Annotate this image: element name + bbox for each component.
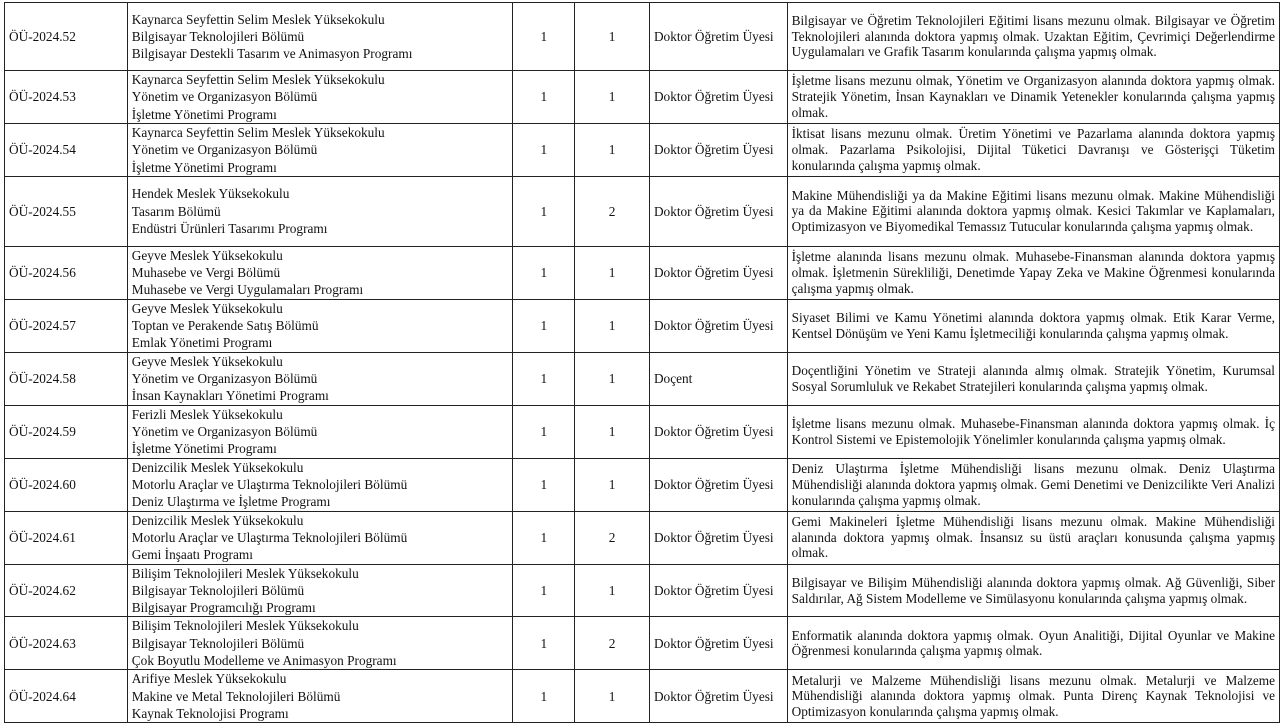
program-name: İşletme Yönetimi Programı bbox=[131, 441, 277, 457]
department-name: Bilgisayar Teknolojileri Bölümü bbox=[131, 635, 305, 651]
academic-unit bbox=[127, 352, 513, 405]
count-a: 1 bbox=[513, 246, 575, 299]
academic-title: Doktor Öğretim Üyesi bbox=[649, 617, 787, 670]
count-b: 2 bbox=[575, 511, 650, 564]
count-b: 1 bbox=[575, 71, 650, 124]
academic-unit bbox=[127, 123, 513, 176]
program-name: İşletme Yönetimi Programı bbox=[131, 159, 277, 175]
program-name: Kaynak Teknolojisi Programı bbox=[131, 705, 289, 721]
count-a: 1 bbox=[513, 511, 575, 564]
position-code: ÖÜ-2024.55 bbox=[5, 176, 128, 246]
department-name: Motorlu Araçlar ve Ulaştırma Teknolojileri Bölümü bbox=[131, 529, 408, 545]
department-name: Tasarım Bölümü bbox=[131, 203, 221, 219]
school-name: Denizcilik Meslek Yüksekokulu bbox=[131, 512, 304, 528]
academic-unit bbox=[127, 564, 513, 617]
academic-unit bbox=[127, 246, 513, 299]
requirements: İşletme alanında lisans mezunu olmak. Muhasebe-Finansman alanında doktora yapmış olmak. İşletmenin Sürekliliği, Denetimde Yapay Zeka ve Makine Öğrenmesi konularında çalışma yapmış olmak. bbox=[787, 246, 1279, 299]
academic-title: Doktor Öğretim Üyesi bbox=[649, 71, 787, 124]
table-row bbox=[5, 299, 1280, 352]
positions-table bbox=[4, 2, 1280, 723]
table-row bbox=[5, 176, 1280, 246]
academic-unit bbox=[127, 458, 513, 511]
count-a: 1 bbox=[513, 405, 575, 458]
table-row bbox=[5, 617, 1280, 670]
department-name: Bilgisayar Teknolojileri Bölümü bbox=[131, 28, 305, 44]
position-code: ÖÜ-2024.58 bbox=[5, 352, 128, 405]
count-a: 1 bbox=[513, 670, 575, 723]
school-name: Geyve Meslek Yüksekokulu bbox=[131, 300, 283, 316]
school-name: Kaynarca Seyfettin Selim Meslek Yüksekokulu bbox=[131, 11, 385, 27]
count-a: 1 bbox=[513, 458, 575, 511]
program-name: Emlak Yönetimi Programı bbox=[131, 335, 273, 351]
requirements: Doçentliğini Yönetim ve Strateji alanında almış olmak. Stratejik Yönetim, Kurumsal Sosyal Sorumluluk ve Rekabet Stratejileri konularında çalışma yapmış olmak. bbox=[787, 352, 1279, 405]
department-name: Bilgisayar Teknolojileri Bölümü bbox=[131, 582, 305, 598]
requirements: Metalurji ve Malzeme Mühendisliği lisans mezunu olmak. Metalurji ve Malzeme Mühendisliği alanında doktora yapmış olmak. Punta Direnç Kaynak Teknolojisi ve Optimizasyon konularında çalışma yapmış olmak. bbox=[787, 670, 1279, 723]
program-name: Bilgisayar Destekli Tasarım ve Animasyon Programı bbox=[131, 46, 413, 62]
academic-unit bbox=[127, 3, 513, 71]
position-code: ÖÜ-2024.56 bbox=[5, 246, 128, 299]
academic-title: Doktor Öğretim Üyesi bbox=[649, 564, 787, 617]
count-a: 1 bbox=[513, 3, 575, 71]
requirements: Bilgisayar ve Öğretim Teknolojileri Eğitimi lisans mezunu olmak. Bilgisayar ve Öğretim Teknolojileri alanında doktora yapmış olmak. Uzaktan Eğitim, Çevrimiçi Değerlendirme Uygulamaları ve Grafik Tasarım konularında çalışma yapmış olmak. bbox=[787, 3, 1279, 71]
academic-title: Doktor Öğretim Üyesi bbox=[649, 246, 787, 299]
count-a: 1 bbox=[513, 71, 575, 124]
program-name: Deniz Ulaştırma ve İşletme Programı bbox=[131, 494, 331, 510]
count-a: 1 bbox=[513, 123, 575, 176]
academic-unit bbox=[127, 670, 513, 723]
position-code: ÖÜ-2024.52 bbox=[5, 3, 128, 71]
table-row bbox=[5, 458, 1280, 511]
position-code: ÖÜ-2024.62 bbox=[5, 564, 128, 617]
count-b: 1 bbox=[575, 405, 650, 458]
count-b: 1 bbox=[575, 123, 650, 176]
program-name: Çok Boyutlu Modelleme ve Animasyon Programı bbox=[131, 653, 397, 669]
count-a: 1 bbox=[513, 352, 575, 405]
department-name: Yönetim ve Organizasyon Bölümü bbox=[131, 89, 318, 105]
requirements: İşletme lisans mezunu olmak. Muhasebe-Finansman alanında doktora yapmış olmak. İç Kontrol Sistemi ve Epistemolojik Yönelimler konularında çalışma yapmış olmak. bbox=[787, 405, 1279, 458]
count-b: 1 bbox=[575, 246, 650, 299]
program-name: Endüstri Ürünleri Tasarımı Programı bbox=[131, 221, 328, 237]
count-b: 1 bbox=[575, 3, 650, 71]
table-row bbox=[5, 670, 1280, 723]
school-name: Denizcilik Meslek Yüksekokulu bbox=[131, 459, 304, 475]
count-b: 1 bbox=[575, 458, 650, 511]
academic-title: Doktor Öğretim Üyesi bbox=[649, 511, 787, 564]
program-name: İnsan Kaynakları Yönetimi Programı bbox=[131, 388, 329, 404]
school-name: Kaynarca Seyfettin Selim Meslek Yüksekokulu bbox=[131, 124, 385, 140]
academic-title: Doktor Öğretim Üyesi bbox=[649, 670, 787, 723]
academic-title: Doktor Öğretim Üyesi bbox=[649, 3, 787, 71]
table-row bbox=[5, 123, 1280, 176]
position-code: ÖÜ-2024.61 bbox=[5, 511, 128, 564]
count-a: 1 bbox=[513, 176, 575, 246]
academic-title: Doçent bbox=[649, 352, 787, 405]
department-name: Toptan ve Perakende Satış Bölümü bbox=[131, 318, 319, 334]
school-name: Kaynarca Seyfettin Selim Meslek Yüksekokulu bbox=[131, 72, 385, 87]
positions-table-body bbox=[5, 3, 1280, 723]
academic-unit bbox=[127, 299, 513, 352]
position-code: ÖÜ-2024.53 bbox=[5, 71, 128, 124]
academic-unit bbox=[127, 511, 513, 564]
academic-unit bbox=[127, 71, 513, 124]
department-name: Yönetim ve Organizasyon Bölümü bbox=[131, 371, 318, 387]
requirements: Deniz Ulaştırma İşletme Mühendisliği lisans mezunu olmak. Deniz Ulaştırma Mühendisliği alanında doktora yapmış olmak. Gemi Denetimi ve Denizcilikte Veri Analizi konularında çalışma yapmış olmak. bbox=[787, 458, 1279, 511]
department-name: Muhasebe ve Vergi Bölümü bbox=[131, 265, 281, 281]
school-name: Ferizli Meslek Yüksekokulu bbox=[131, 406, 283, 422]
academic-unit bbox=[127, 405, 513, 458]
requirements: Siyaset Bilimi ve Kamu Yönetimi alanında doktora yapmış olmak. Etik Karar Verme, Kentsel Dönüşüm ve Yeni Kamu İşletmeciliği konularında çalışma yapmış olmak. bbox=[787, 299, 1279, 352]
academic-title: Doktor Öğretim Üyesi bbox=[649, 299, 787, 352]
requirements: Bilgisayar ve Bilişim Mühendisliği alanında doktora yapmış olmak. Ağ Güvenliği, Siber Saldırılar, Ağ Sistem Modelleme ve Simülasyonu konularında çalışma yapmış olmak. bbox=[787, 564, 1279, 617]
requirements: Makine Mühendisliği ya da Makine Eğitimi lisans mezunu olmak. Makine Mühendisliği ya da Makine Eğitimi alanında doktora yapmış olmak. Kesici Takımlar ve Kaplamaları, Optimizasyon ve Biyomedikal Temassız Tutucular konularında çalışma yapmış olmak. bbox=[787, 176, 1279, 246]
count-a: 1 bbox=[513, 299, 575, 352]
school-name: Hendek Meslek Yüksekokulu bbox=[131, 186, 290, 202]
program-name: Gemi İnşaatı Programı bbox=[131, 547, 253, 563]
requirements: Enformatik alanında doktora yapmış olmak. Oyun Analitiği, Dijital Oyunlar ve Makine Öğrenmesi konularında çalışma yapmış olmak. bbox=[787, 617, 1279, 670]
program-name: Muhasebe ve Vergi Uygulamaları Programı bbox=[131, 282, 364, 298]
count-b: 2 bbox=[575, 176, 650, 246]
position-code: ÖÜ-2024.60 bbox=[5, 458, 128, 511]
table-row bbox=[5, 3, 1280, 71]
requirements: İşletme lisans mezunu olmak, Yönetim ve Organizasyon alanında doktora yapmış olmak. Stratejik Yönetim, İnsan Kaynakları ve Dinamik Yetenekler konularında çalışma yapmış olmak. bbox=[787, 71, 1279, 124]
position-code: ÖÜ-2024.54 bbox=[5, 123, 128, 176]
school-name: Geyve Meslek Yüksekokulu bbox=[131, 353, 283, 369]
table-row bbox=[5, 352, 1280, 405]
count-b: 1 bbox=[575, 564, 650, 617]
academic-title: Doktor Öğretim Üyesi bbox=[649, 123, 787, 176]
count-b: 2 bbox=[575, 617, 650, 670]
department-name: Yönetim ve Organizasyon Bölümü bbox=[131, 424, 318, 440]
position-code: ÖÜ-2024.63 bbox=[5, 617, 128, 670]
table-row bbox=[5, 246, 1280, 299]
department-name: Yönetim ve Organizasyon Bölümü bbox=[131, 142, 318, 158]
academic-title: Doktor Öğretim Üyesi bbox=[649, 176, 787, 246]
school-name: Arifiye Meslek Yüksekokulu bbox=[131, 671, 287, 687]
count-a: 1 bbox=[513, 617, 575, 670]
program-name: İşletme Yönetimi Programı bbox=[131, 106, 277, 122]
table-row bbox=[5, 511, 1280, 564]
academic-title: Doktor Öğretim Üyesi bbox=[649, 405, 787, 458]
department-name: Makine ve Metal Teknolojileri Bölümü bbox=[131, 688, 341, 704]
program-name: Bilgisayar Programcılığı Programı bbox=[131, 600, 316, 616]
count-b: 1 bbox=[575, 670, 650, 723]
count-b: 1 bbox=[575, 299, 650, 352]
table-row bbox=[5, 564, 1280, 617]
position-code: ÖÜ-2024.64 bbox=[5, 670, 128, 723]
position-code: ÖÜ-2024.59 bbox=[5, 405, 128, 458]
academic-unit bbox=[127, 617, 513, 670]
school-name: Bilişim Teknolojileri Meslek Yüksekokulu bbox=[131, 565, 359, 581]
academic-title: Doktor Öğretim Üyesi bbox=[649, 458, 787, 511]
table-row bbox=[5, 405, 1280, 458]
department-name: Motorlu Araçlar ve Ulaştırma Teknolojileri Bölümü bbox=[131, 476, 408, 492]
school-name: Bilişim Teknolojileri Meslek Yüksekokulu bbox=[131, 618, 359, 634]
school-name: Geyve Meslek Yüksekokulu bbox=[131, 247, 283, 263]
requirements: İktisat lisans mezunu olmak. Üretim Yönetimi ve Pazarlama alanında doktora yapmış olmak. Pazarlama Psikolojisi, Dijital Tüketici Davranışı ve Gösterişçi Tüketim konularında çalışma yapmış olmak. bbox=[787, 123, 1279, 176]
position-code: ÖÜ-2024.57 bbox=[5, 299, 128, 352]
count-b: 1 bbox=[575, 352, 650, 405]
table-row bbox=[5, 71, 1280, 124]
academic-unit bbox=[127, 176, 513, 246]
requirements: Gemi Makineleri İşletme Mühendisliği lisans mezunu olmak. Makine Mühendisliği alanında doktora yapmış olmak. İnsansız su üstü araçları konusunda çalışma yapmış olmak. bbox=[787, 511, 1279, 564]
count-a: 1 bbox=[513, 564, 575, 617]
